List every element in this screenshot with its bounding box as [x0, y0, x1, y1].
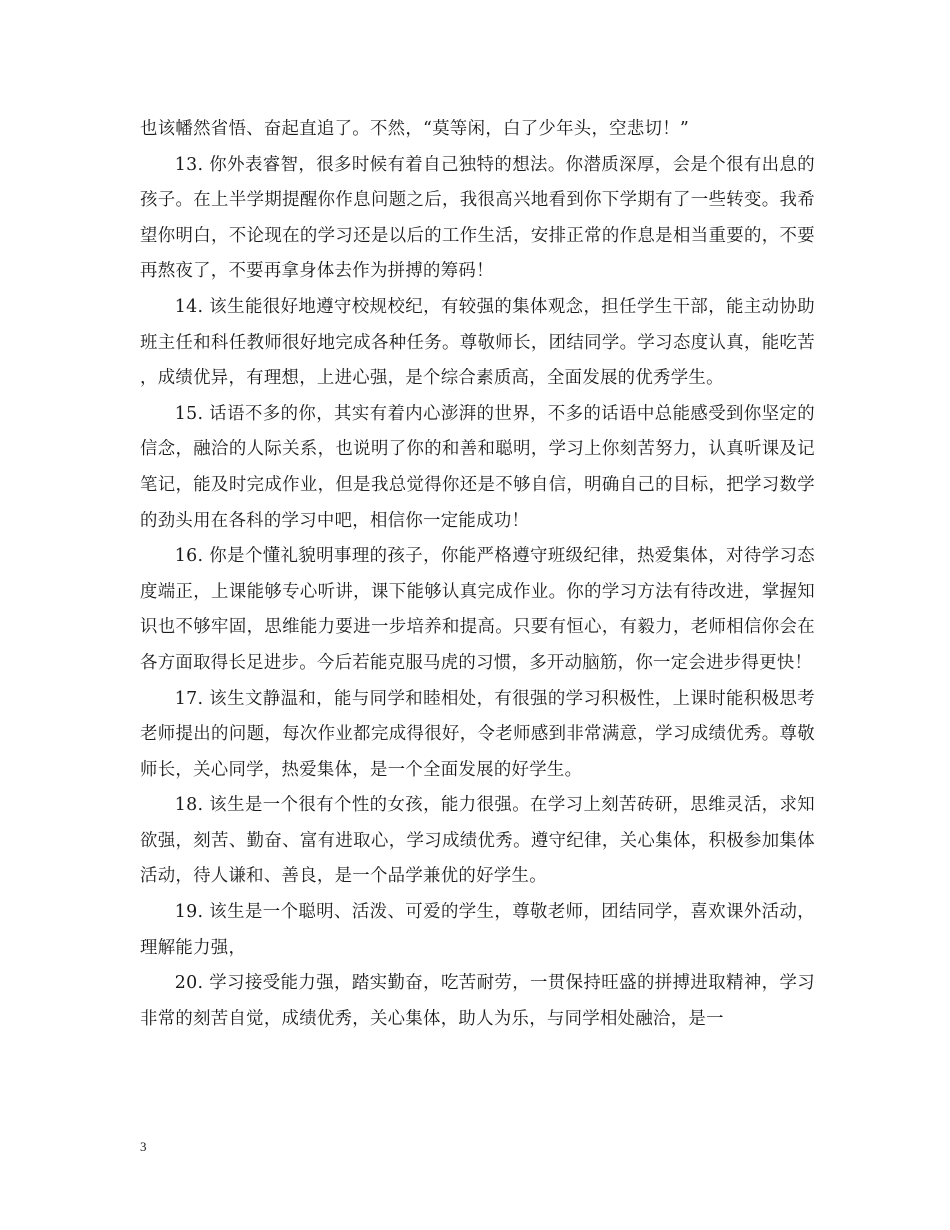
- paragraph-19: 19. 该生是一个聪明、活泼、可爱的学生，尊敬老师，团结同学，喜欢课外活动，理解能力强，: [140, 902, 815, 958]
- paragraph-13: 13. 你外表睿智，很多时候有着自己独特的想法。你潜质深厚，会是个很有出息的孩子。在上半学期提醒你作息问题之后，我很高兴地看到你下学期有了一些转变。我希望你明白，不论现在的学习还是以后的工作生活，安排正常的作息是相当重要的，不要再熬夜了，不要再拿身体去作为拼搏的筹码！: [140, 154, 815, 282]
- paragraph-16: 16. 你是个懂礼貌明事理的孩子，你能严格遵守班级纪律，热爱集体，对待学习态度端正，上课能够专心听讲，课下能够认真完成作业。你的学习方法有待改进，掌握知识也不够牢固，思维能力要进一步培养和提高。只要有恒心，有毅力，老师相信你会在各方面取得长足进步。今后若能克服马虎的习惯，多开动脑筋，你一定会进步得更快！: [140, 546, 815, 673]
- paragraph-17: 17. 该生文静温和，能与同学和睦相处，有很强的学习积极性，上课时能积极思考老师提出的问题，每次作业都完成得很好，令老师感到非常满意，学习成绩优秀。尊敬师长，关心同学，热爱集体，是一个全面发展的好学生。: [140, 688, 815, 780]
- document-body: [140, 112, 815, 1037]
- paragraph-20: 20. 学习接受能力强，踏实勤奋，吃苦耐劳，一贯保持旺盛的拼搏进取精神，学习非常的刻苦自觉，成绩优秀，关心集体，助人为乐，与同学相处融洽，是一: [140, 973, 815, 1029]
- paragraph-18: 18. 该生是一个很有个性的女孩，能力很强。在学习上刻苦砖研，思维灵活，求知欲强，刻苦、勤奋、富有进取心，学习成绩优秀。遵守纪律，关心集体，积极参加集体活动，待人谦和、善良，是一个品学兼优的好学生。: [140, 795, 815, 887]
- paragraph-15: 15. 话语不多的你，其实有着内心澎湃的世界，不多的话语中总能感受到你坚定的信念，融洽的人际关系，也说明了你的和善和聪明，学习上你刻苦努力，认真听课及记笔记，能及时完成作业，但是我总觉得你还是不够自信，明确自己的目标，把学习数学的劲头用在各科的学习中吧，相信你一定能成功！: [140, 403, 815, 531]
- paragraph-14: 14. 该生能很好地遵守校规校纪，有较强的集体观念，担任学生干部，能主动协助班主任和科任教师很好地完成各种任务。尊敬师长，团结同学。学习态度认真，能吃苦，成绩优异，有理想，上进心强，是个综合素质高，全面发展的优秀学生。: [140, 296, 815, 389]
- paragraph-continuation: 也该幡然省悟、奋起直追了。不然，“莫等闲，白了少年头，空悲切！”: [140, 119, 690, 139]
- page-number: 3: [140, 1139, 147, 1154]
